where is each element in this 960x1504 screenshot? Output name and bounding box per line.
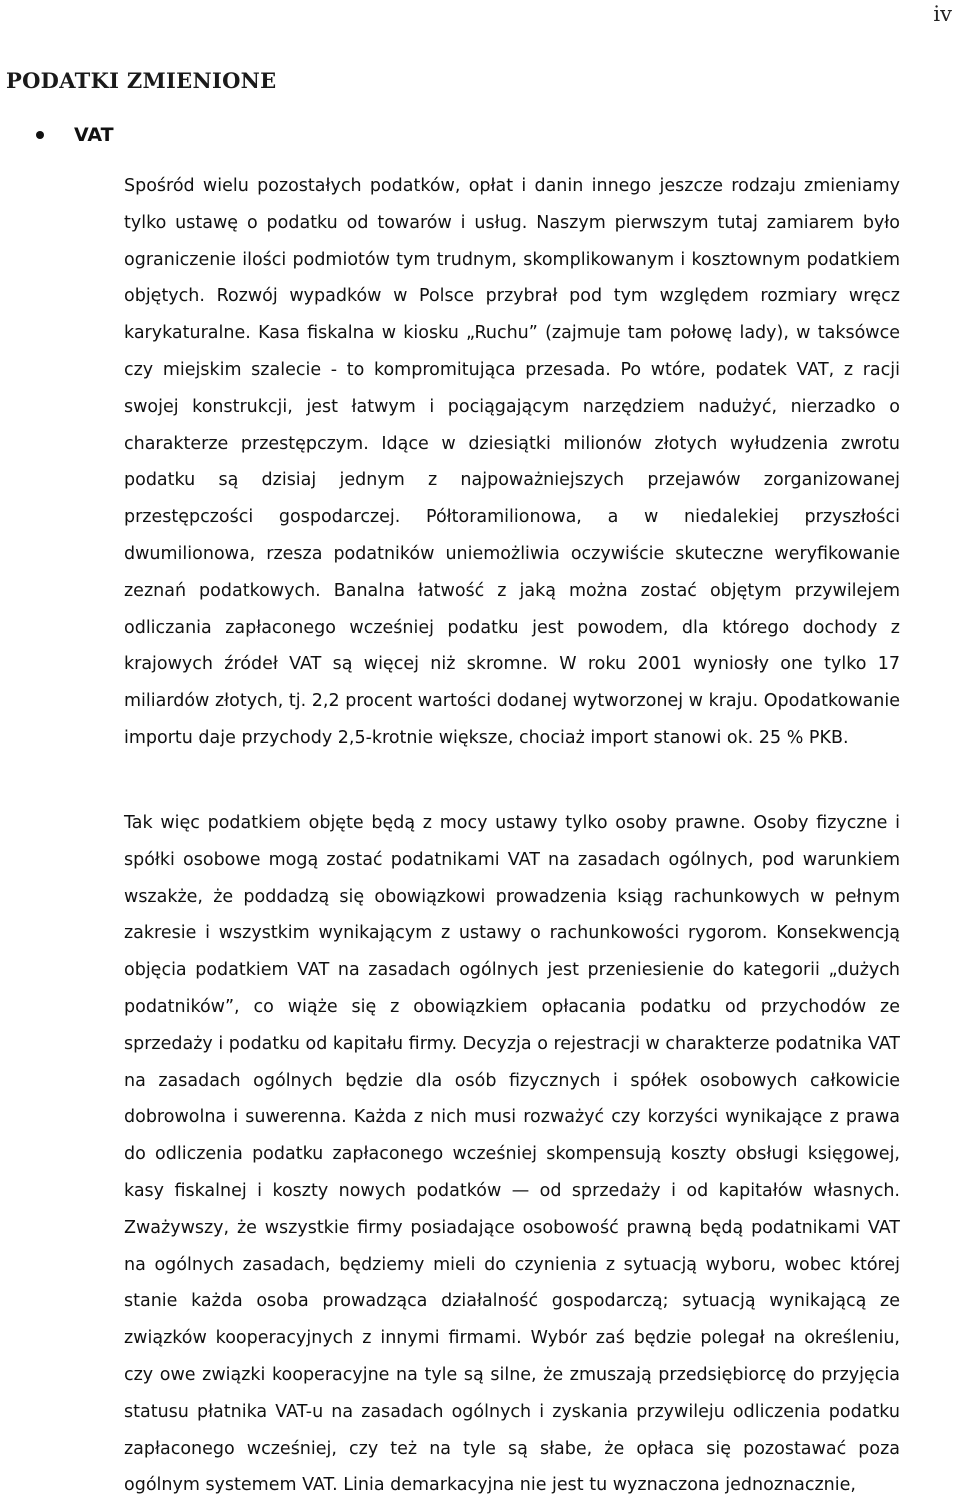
page-number: iv bbox=[933, 2, 952, 26]
bullet-icon bbox=[36, 131, 44, 139]
paragraph-1: Spośród wielu pozostałych podatków, opłat i danin innego jeszcze rodzaju zmieniamy tylko ustawę o podatku od towarów i usług. Naszym pierwszym tutaj zamiarem było ograniczenie ilości podmiotów tym trudnym, skomplikowanym i kosztownym podatkiem objętych. Rozwój wypadków w Polsce przybrał pod tym względem rozmiary wręcz karykaturalne. Kasa fiskalna w kiosku „Ruchu” (zajmuje tam połowę lady), w taksówce czy miejskim szalecie - to kompromitująca przesada. Po wtóre, podatek VAT, z racji swojej konstrukcji, jest łatwym i pociągającym narzędziem nadużyć, nierzadko o charakterze przestępczym. Idące w dziesiątki milionów złotych wyłudzenia zwrotu podatku są dzisiaj jednym z najpoważniejszych przejawów zorganizowanej przestępczości gospodarczej. Półtoramilionowa, a w niedalekiej przyszłości dwumilionowa, rzesza podatników uniemożliwia oczywiście skuteczne weryfikowanie zeznań podatkowych. Banalna łatwość z jaką można zostać objętym przywilejem odliczania zapłaconego wcześniej podatku jest powodem, dla którego dochody z krajowych źródeł VAT są więcej niż skromne. W roku 2001 wyniosły one tylko 17 miliardów złotych, tj. 2,2 procent wartości dodanej wytworzonej w kraju. Opodatkowanie importu daje przychody 2,5-krotnie większe, chociaż import stanowi ok. 25 % PKB. bbox=[124, 176, 900, 748]
paragraph-2: Tak więc podatkiem objęte będą z mocy ustawy tylko osoby prawne. Osoby fizyczne i spółki osobowe mogą zostać podatnikami VAT na zasadach ogólnych, pod warunkiem wszakże, że poddadzą się obowiązkowi prowadzenia ksiąg rachunkowych w pełnym zakresie i wszystkim wynikającym z ustawy o rachunkowości rygorom. Konsekwencją objęcia podatkiem VAT na zasadach ogólnych jest przeniesienie do kategorii „dużych podatników”, co wiąże się z obowiązkiem opłacania podatku od przychodów ze sprzedaży i podatku od kapitału firmy. Decyzja o rejestracji w charakterze podatnika VAT na zasadach ogólnych będzie dla osób fizycznych i spółek osobowych całkowicie dobrowolna i suwerenna. Każda z nich musi rozważyć czy korzyści wynikające z prawa do odliczenia podatku zapłaconego wcześniej skompensują koszty obsługi księgowej, kasy fiskalnej i koszty nowych podatków — od sprzedaży i od kapitałów własnych. Zważywszy, że wszystkie firmy posiadające osobowość prawną będą podatnikami VAT na ogólnych zasadach, będziemy mieli do czynienia z sytuacją wyboru, wobec której stanie każda osoba prowadząca działalność gospodarczą; sytuacją wynikającą ze związków kooperacyjnych z innymi firmami. Wybór zaś będzie polegał na określeniu, czy owe związki kooperacyjne na tyle są silne, że zmuszają przedsiębiorcę do przyjęcia statusu płatnika VAT-u na zasadach ogólnych i zyskania przywileju odliczenia podatku zapłaconego wcześniej, czy też na tyle są słabe, że opłaca się pozostawać poza ogólnym systemem VAT. Linia demarkacyjna nie jest tu wyznaczona jednoznacznie, bbox=[124, 813, 900, 1496]
section-title: PODATKI ZMIENIONE bbox=[6, 68, 277, 93]
bullet-label: VAT bbox=[74, 124, 114, 146]
bullet-item-vat bbox=[36, 124, 114, 146]
